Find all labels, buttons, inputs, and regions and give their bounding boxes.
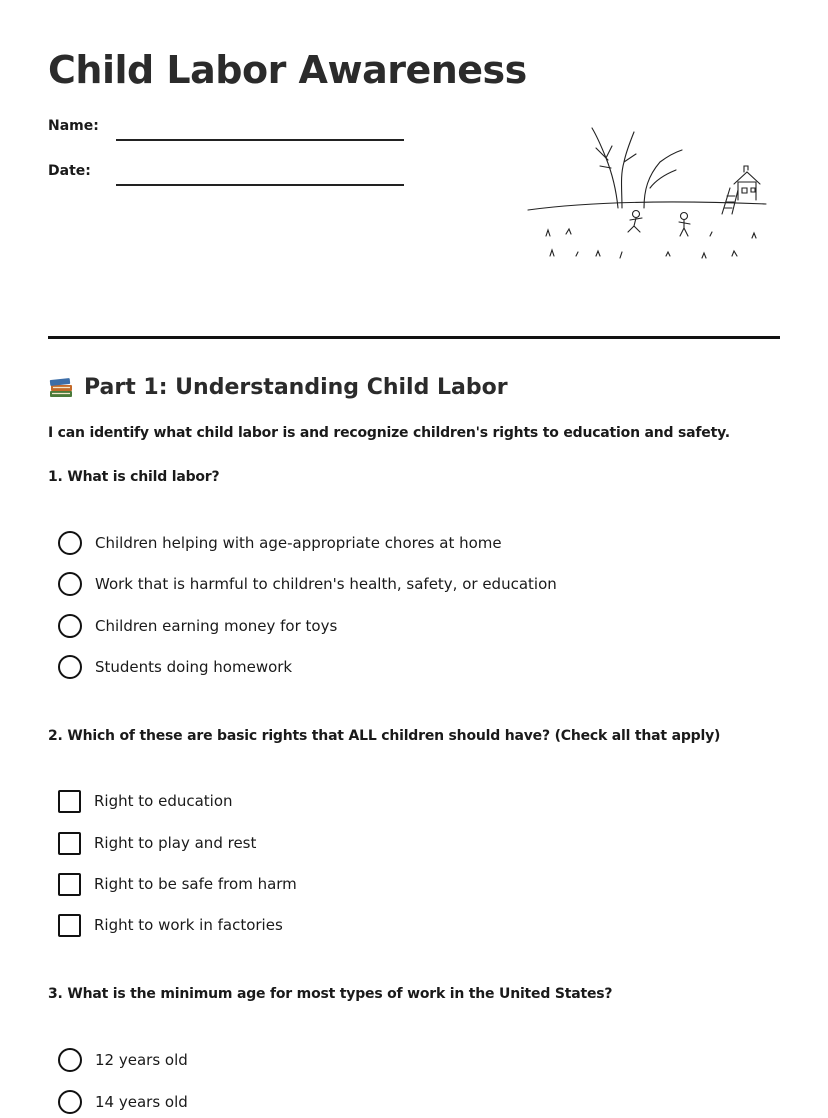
playground-sketch-image: [526, 118, 771, 270]
checkbox[interactable]: [58, 873, 81, 896]
option-label: Work that is harmful to children's health, safety, or education: [95, 575, 557, 593]
part-1-heading: [48, 374, 508, 400]
option-label: Students doing homework: [95, 658, 293, 676]
question-2-option-3[interactable]: [58, 872, 297, 896]
question-2-option-1[interactable]: [58, 789, 233, 813]
checkbox[interactable]: [58, 832, 81, 855]
part-1-heading-text: Part 1: Understanding Child Labor: [84, 374, 508, 400]
name-label: Name:: [48, 118, 99, 134]
checkbox[interactable]: [58, 914, 81, 937]
question-1-prompt: 1. What is child labor?: [48, 469, 220, 485]
radio-button[interactable]: [58, 655, 82, 679]
section-divider: [48, 336, 780, 339]
page-title: Child Labor Awareness: [48, 48, 527, 92]
question-3-option-2[interactable]: [58, 1090, 188, 1114]
radio-button[interactable]: [58, 1048, 82, 1072]
option-label: 14 years old: [95, 1093, 188, 1111]
worksheet-page: [48, 0, 780, 1118]
learning-objective: I can identify what child labor is and recognize children's rights to education and safety.: [48, 425, 730, 441]
date-line[interactable]: [116, 184, 404, 186]
question-1-option-4[interactable]: [58, 655, 292, 679]
question-1-option-2[interactable]: [58, 572, 557, 596]
option-label: Right to work in factories: [94, 916, 283, 934]
question-1-option-1[interactable]: [58, 531, 502, 555]
books-icon: [48, 374, 74, 400]
radio-button[interactable]: [58, 614, 82, 638]
date-label: Date:: [48, 163, 91, 179]
radio-button[interactable]: [58, 572, 82, 596]
option-label: 12 years old: [95, 1051, 188, 1069]
checkbox[interactable]: [58, 790, 81, 813]
option-label: Right to education: [94, 792, 233, 810]
option-label: Right to play and rest: [94, 834, 257, 852]
name-line[interactable]: [116, 139, 404, 141]
question-2-option-4[interactable]: [58, 913, 283, 937]
radio-button[interactable]: [58, 531, 82, 555]
question-1-option-3[interactable]: [58, 614, 337, 638]
question-3-prompt: 3. What is the minimum age for most types of work in the United States?: [48, 986, 613, 1002]
radio-button[interactable]: [58, 1090, 82, 1114]
question-3-option-1[interactable]: [58, 1048, 188, 1072]
question-2-option-2[interactable]: [58, 831, 256, 855]
option-label: Children earning money for toys: [95, 617, 338, 635]
option-label: Right to be safe from harm: [94, 875, 297, 893]
question-2-prompt: 2. Which of these are basic rights that ALL children should have? (Check all that apply): [48, 728, 721, 744]
option-label: Children helping with age-appropriate chores at home: [95, 534, 502, 552]
